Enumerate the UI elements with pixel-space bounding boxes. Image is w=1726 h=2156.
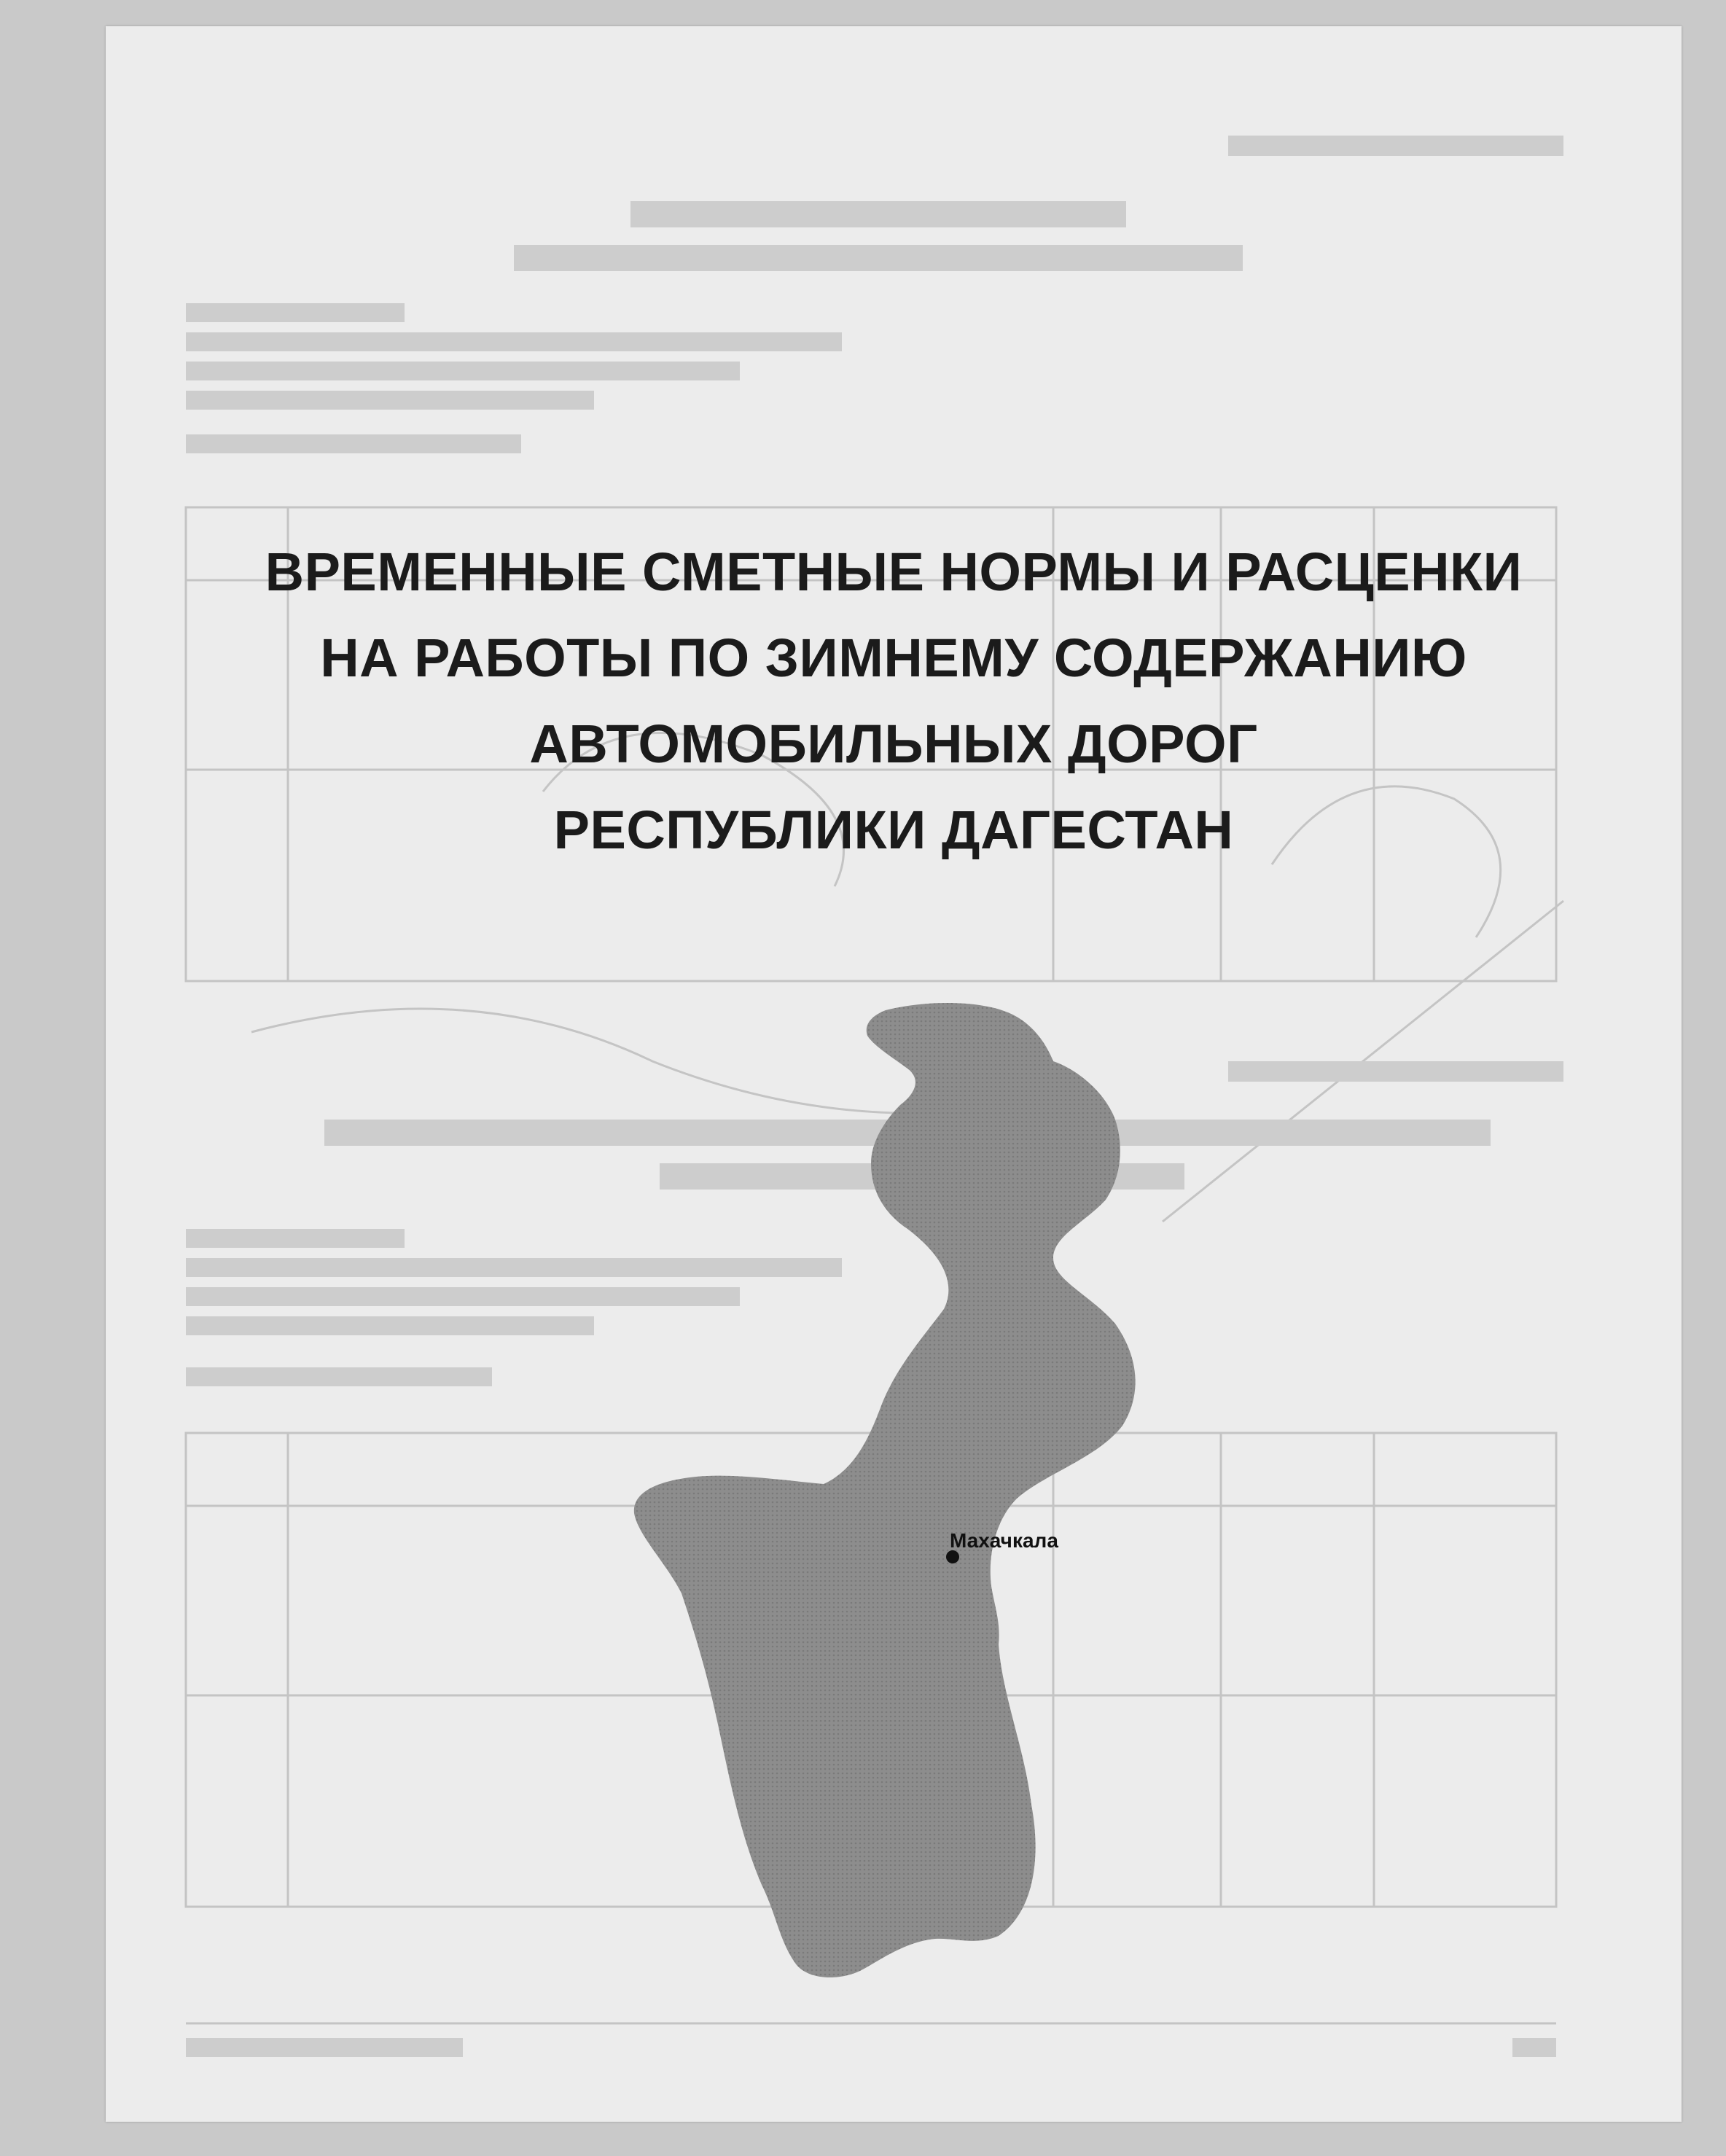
title-line: РЕСПУБЛИКИ ДАГЕСТАН bbox=[553, 800, 1234, 860]
title-line: АВТОМОБИЛЬНЫХ ДОРОГ bbox=[529, 714, 1258, 774]
dagestan-map bbox=[106, 26, 1682, 2122]
title-line: ВРЕМЕННЫЕ СМЕТНЫЕ НОРМЫ И РАСЦЕНКИ bbox=[265, 542, 1523, 602]
city-label: Махачкала bbox=[950, 1529, 1058, 1552]
region-shape bbox=[634, 1003, 1136, 1977]
cover-page bbox=[106, 26, 1682, 2122]
title-line: НА РАБОТЫ ПО ЗИМНЕМУ СОДЕРЖАНИЮ bbox=[320, 628, 1467, 688]
